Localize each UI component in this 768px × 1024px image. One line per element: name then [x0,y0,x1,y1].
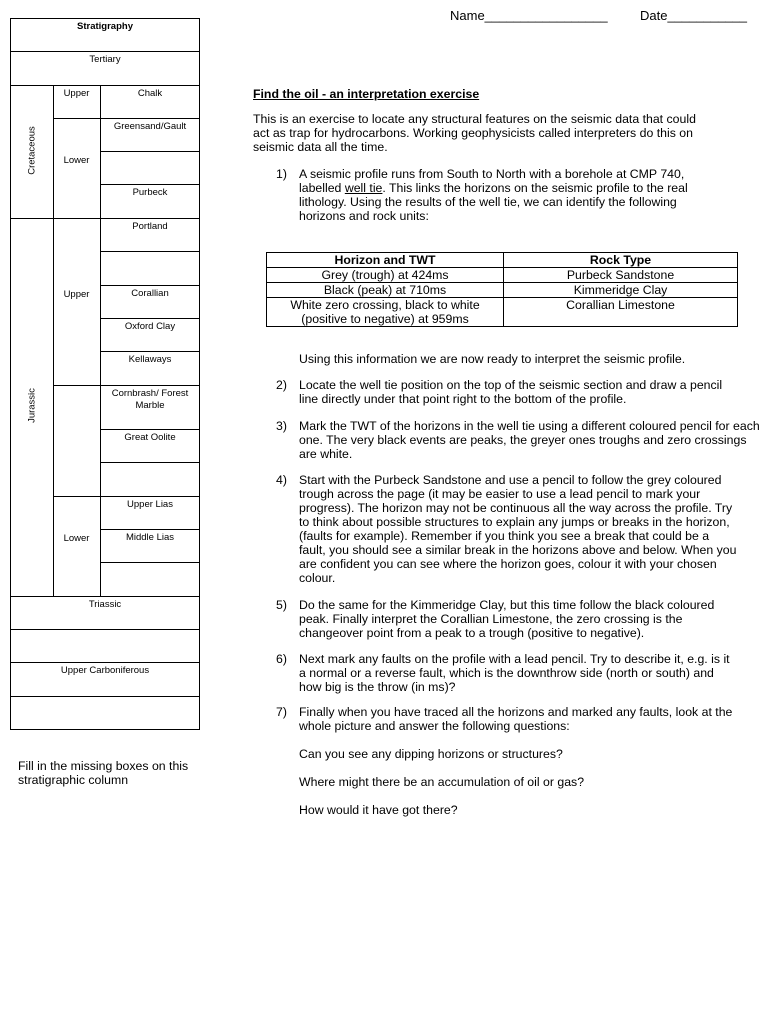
name-field[interactable]: Name_________________ [450,8,608,23]
table-cell: Black (peak) at 710ms [267,283,504,298]
portland-label: Portland [132,221,168,232]
empty-box[interactable] [100,251,200,285]
great-oolite-label: Great Oolite [124,432,176,443]
column-title: Stratigraphy [77,21,133,32]
step3-number: 3) [276,419,287,433]
using-paragraph: Using this information we are now ready to interpret the seismic profile. [299,352,686,366]
date-field[interactable]: Date___________ [640,8,747,23]
question-3: How would it have got there? [299,803,458,817]
tertiary-label: Tertiary [89,54,121,65]
upper-jurassic-label: Upper [63,289,90,300]
step4-text: Start with the Purbeck Sandstone and use a pencil to follow the grey coloured trough across the page (it may be easier to use a lead pencil to mark your progress). The horizon may not be continuous all the way across the profile. Try to think about possible structures to explain any jumps or breaks in the horizon, (faults for example). Remember if you think you see a break that could be a fault, you should see a similar break in the horizons above and below. When you are confident you can see where the horizon goes, colour it with your chosen colour. [299,473,737,585]
table-cell: Corallian Limestone [504,298,738,327]
lower-jurassic-label: Lower [63,533,90,544]
step7-text: Finally when you have traced all the horizons and marked any faults, look at the whole picture and answer the following questions: [299,705,733,733]
question-1: Can you see any dipping horizons or structures? [299,747,563,761]
step2-number: 2) [276,378,287,392]
table-header-rock: Rock Type [504,253,738,268]
step5-number: 5) [276,598,287,612]
table-cell: Grey (trough) at 424ms [267,268,504,283]
table-header-horizon: Horizon and TWT [267,253,504,268]
upper-cretaceous-label: Upper [63,88,90,99]
step5-text: Do the same for the Kimmeridge Clay, but this time follow the black coloured peak. Finally interpret the Corallian Limestone, the zero crossing is the changeover point from a peak to a trough (positive to negative). [299,598,715,640]
intro-paragraph: This is an exercise to locate any structural features on the seismic data that could act as trap for hydrocarbons. Working geophysicists called interpreters do this on seismic data all the time. [253,112,696,154]
table-cell: Kimmeridge Clay [504,283,738,298]
fill-note: Fill in the missing boxes on this stratigraphic column [18,759,189,787]
lower-cretaceous-label: Lower [63,155,90,166]
table-cell: White zero crossing, black to white (positive to negative) at 959ms [267,298,504,327]
upper-lias-label: Upper Lias [127,499,173,510]
corallian-label: Corallian [131,288,169,299]
empty-box[interactable] [100,562,200,596]
cretaceous-label: Cretaceous [26,126,38,175]
jurassic-label: Jurassic [26,388,38,423]
step4-number: 4) [276,473,287,487]
empty-box[interactable] [10,629,200,662]
kellaways-label: Kellaways [128,354,172,365]
empty-box[interactable] [10,696,200,730]
step1-text: A seismic profile runs from South to North with a borehole at CMP 740, labelled well tie. This links the horizons on the seismic profile to the real lithology. Using the results of the well tie, we can identify the following horizons and rock units: [299,167,688,223]
step7-number: 7) [276,705,287,719]
purbeck-label: Purbeck [132,187,168,198]
exercise-title: Find the oil - an interpretation exercise [253,87,480,101]
horizon-table [266,252,738,327]
step3-text: Mark the TWT of the horizons in the well tie using a different coloured pencil for each one. The very black events are peaks, the greyer ones troughs and zero crossings are white. [299,419,760,461]
well-tie-term: well tie [344,181,383,195]
empty-box[interactable] [100,151,200,184]
step6-number: 6) [276,652,287,666]
upper-carboniferous-label: Upper Carboniferous [60,665,150,676]
question-2: Where might there be an accumulation of oil or gas? [299,775,585,789]
empty-box[interactable] [100,462,200,496]
step1-number: 1) [276,167,287,181]
oxford-clay-label: Oxford Clay [124,321,176,332]
step6-text: Next mark any faults on the profile with a lead pencil. Try to describe it, e.g. is it a normal or a reverse fault, which is the downthrow side (north or south) and how big is the throw (in ms)? [299,652,730,694]
table-cell: Purbeck Sandstone [504,268,738,283]
middle-lias-label: Middle Lias [125,532,175,543]
step2-text: Locate the well tie position on the top of the seismic section and draw a pencil line directly under that point right to the bottom of the profile. [299,378,723,406]
triassic-label: Triassic [88,599,122,610]
stratigraphic-column [10,18,200,730]
greensand-label: Greensand/Gault [113,121,187,132]
chalk-label: Chalk [137,88,163,99]
cornbrash-label: Cornbrash/ Forest Marble [111,388,189,411]
